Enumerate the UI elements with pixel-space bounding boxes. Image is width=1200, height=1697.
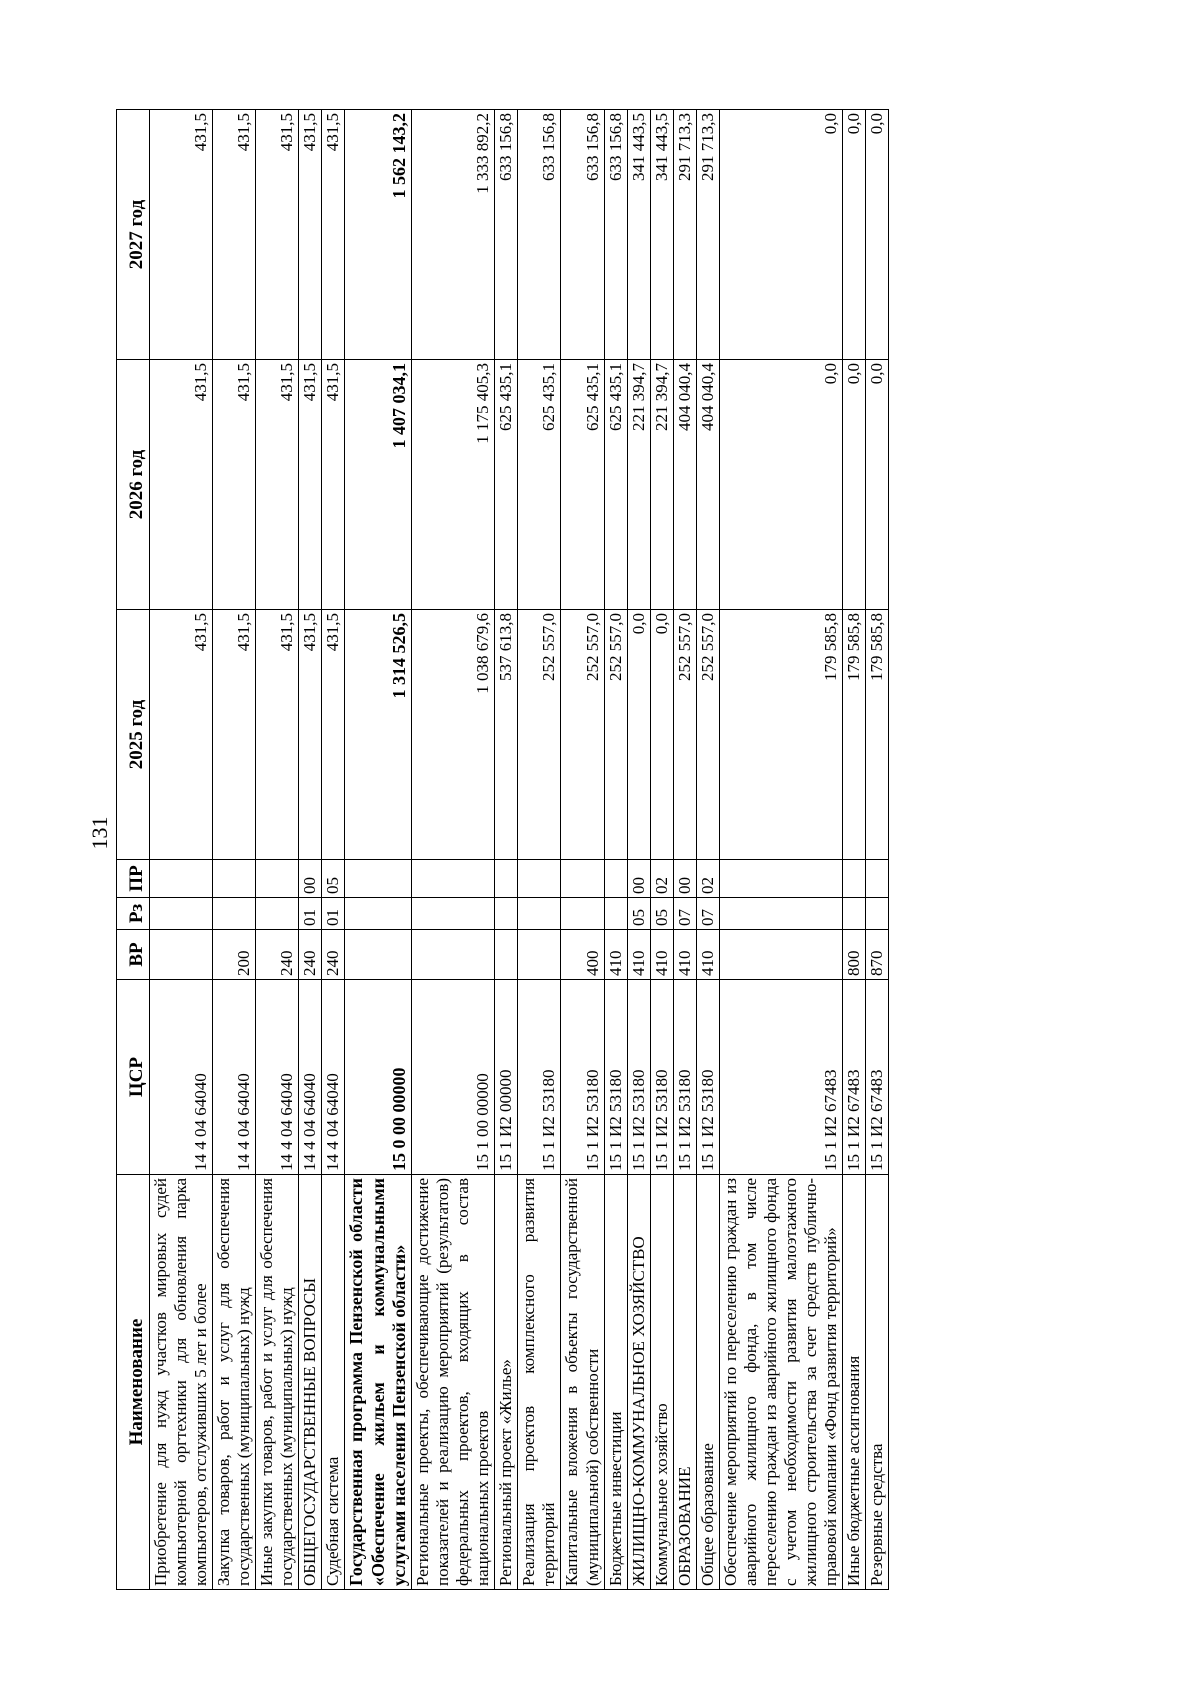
cell-2025: 252 557,0	[604, 610, 627, 860]
header-vr: ВР	[117, 930, 150, 980]
cell-vr	[345, 930, 412, 980]
cell-pr	[518, 860, 561, 898]
cell-2026: 0,0	[866, 360, 889, 610]
cell-name: Региональный проект «Жилье»	[495, 1175, 518, 1590]
cell-name: Государственная программа Пензенской области «Обеспечение жильем и коммунальными услугами населения Пензенской области»	[345, 1175, 412, 1590]
cell-rz	[412, 898, 495, 930]
cell-vr: 410	[696, 930, 719, 980]
cell-2025: 179 585,8	[719, 610, 842, 860]
cell-2026: 0,0	[843, 360, 866, 610]
cell-2026: 0,0	[719, 360, 842, 610]
cell-pr: 00	[627, 860, 650, 898]
cell-rz	[518, 898, 561, 930]
header-pr: ПР	[117, 860, 150, 898]
cell-rz	[561, 898, 604, 930]
cell-vr: 870	[866, 930, 889, 980]
header-2025: 2025 год	[117, 610, 150, 860]
header-name: Наименование	[117, 1175, 150, 1590]
cell-2027: 431,5	[322, 110, 345, 360]
cell-rz	[213, 898, 256, 930]
cell-name: ЖИЛИЩНО-КОММУНАЛЬНОЕ ХОЗЯЙСТВО	[627, 1175, 650, 1590]
cell-2025: 1 314 526,5	[345, 610, 412, 860]
cell-2027: 1 562 143,2	[345, 110, 412, 360]
cell-2026: 431,5	[299, 360, 322, 610]
cell-csr: 15 1 И2 67483	[866, 980, 889, 1175]
cell-pr	[412, 860, 495, 898]
cell-name: Общее образование	[696, 1175, 719, 1590]
table-row	[495, 110, 518, 1590]
cell-csr: 15 1 И2 53180	[673, 980, 696, 1175]
cell-csr: 15 1 00 00000	[412, 980, 495, 1175]
cell-rz: 05	[650, 898, 673, 930]
header-rz: Рз	[117, 898, 150, 930]
cell-2025: 252 557,0	[696, 610, 719, 860]
cell-2026: 1 175 405,3	[412, 360, 495, 610]
cell-rz: 05	[627, 898, 650, 930]
cell-csr: 15 1 И2 00000	[495, 980, 518, 1175]
cell-vr: 240	[256, 930, 299, 980]
cell-pr	[866, 860, 889, 898]
table-row	[650, 110, 673, 1590]
header-csr: ЦСР	[117, 980, 150, 1175]
cell-vr: 240	[322, 930, 345, 980]
cell-csr: 15 1 И2 53180	[696, 980, 719, 1175]
cell-2027: 0,0	[843, 110, 866, 360]
cell-vr: 800	[843, 930, 866, 980]
table-row	[604, 110, 627, 1590]
cell-2026: 625 435,1	[604, 360, 627, 610]
cell-name: Резервные средства	[866, 1175, 889, 1590]
table-row	[412, 110, 495, 1590]
table-row	[719, 110, 842, 1590]
cell-2027: 341 443,5	[627, 110, 650, 360]
cell-2025: 252 557,0	[518, 610, 561, 860]
cell-name: Обеспечение мероприятий по переселению граждан из аварийного жилищного фонда, в том числе переселению граждан из аварийного жилищного фонда с учетом необходимости развития малоэтажного жилищного строительства за счет средств публично-правовой компании «Фонд развития территорий»	[719, 1175, 842, 1590]
cell-2027: 0,0	[719, 110, 842, 360]
cell-csr: 15 1 И2 53180	[650, 980, 673, 1175]
cell-name: Коммунальное хозяйство	[650, 1175, 673, 1590]
table-row	[213, 110, 256, 1590]
cell-pr	[719, 860, 842, 898]
cell-pr: 00	[299, 860, 322, 898]
cell-pr	[495, 860, 518, 898]
cell-2026: 431,5	[322, 360, 345, 610]
cell-2026: 1 407 034,1	[345, 360, 412, 610]
rotated-table-container	[116, 110, 1056, 1590]
cell-2027: 0,0	[866, 110, 889, 360]
cell-2027: 431,5	[256, 110, 299, 360]
cell-2025: 179 585,8	[866, 610, 889, 860]
cell-vr: 200	[213, 930, 256, 980]
cell-2027: 431,5	[150, 110, 213, 360]
cell-2025: 537 613,8	[495, 610, 518, 860]
cell-2025: 179 585,8	[843, 610, 866, 860]
cell-rz: 07	[696, 898, 719, 930]
table-row	[696, 110, 719, 1590]
cell-vr	[518, 930, 561, 980]
cell-name: Реализация проектов комплексного развития территорий	[518, 1175, 561, 1590]
cell-name: Капитальные вложения в объекты государственной (муниципальной) собственности	[561, 1175, 604, 1590]
cell-rz	[150, 898, 213, 930]
cell-pr: 02	[696, 860, 719, 898]
cell-rz	[719, 898, 842, 930]
cell-2025: 0,0	[650, 610, 673, 860]
table-row	[345, 110, 412, 1590]
cell-vr: 400	[561, 930, 604, 980]
cell-2027: 431,5	[299, 110, 322, 360]
cell-name: Иные закупки товаров, работ и услуг для обеспечения государственных (муниципальных) нужд	[256, 1175, 299, 1590]
table-row	[322, 110, 345, 1590]
cell-vr: 240	[299, 930, 322, 980]
cell-name: Закупка товаров, работ и услуг для обеспечения государственных (муниципальных) нужд	[213, 1175, 256, 1590]
cell-pr	[604, 860, 627, 898]
table-row	[843, 110, 866, 1590]
cell-name: Региональные проекты, обеспечивающие достижение показателей и реализацию мероприятий (результатов) федеральных проектов, входящих в состав национальных проектов	[412, 1175, 495, 1590]
cell-pr: 05	[322, 860, 345, 898]
cell-vr: 410	[627, 930, 650, 980]
cell-pr: 02	[650, 860, 673, 898]
table-body	[150, 110, 889, 1590]
cell-2026: 431,5	[213, 360, 256, 610]
cell-pr	[150, 860, 213, 898]
cell-vr	[495, 930, 518, 980]
cell-vr	[150, 930, 213, 980]
cell-csr: 14 4 04 64040	[213, 980, 256, 1175]
cell-2025: 431,5	[299, 610, 322, 860]
cell-2026: 404 040,4	[673, 360, 696, 610]
cell-vr	[719, 930, 842, 980]
table-row	[256, 110, 299, 1590]
cell-vr: 410	[604, 930, 627, 980]
cell-name: ОБРАЗОВАНИЕ	[673, 1175, 696, 1590]
cell-2026: 221 394,7	[627, 360, 650, 610]
cell-2026: 431,5	[150, 360, 213, 610]
cell-2026: 625 435,1	[495, 360, 518, 610]
cell-2026: 404 040,4	[696, 360, 719, 610]
cell-2027: 431,5	[213, 110, 256, 360]
cell-pr	[256, 860, 299, 898]
header-2027: 2027 год	[117, 110, 150, 360]
cell-2027: 291 713,3	[696, 110, 719, 360]
cell-2027: 633 156,8	[495, 110, 518, 360]
cell-2027: 1 333 892,2	[412, 110, 495, 360]
table-header-row	[117, 110, 150, 1590]
table-row	[150, 110, 213, 1590]
cell-rz	[256, 898, 299, 930]
budget-table	[116, 109, 889, 1590]
cell-rz: 01	[322, 898, 345, 930]
cell-2027: 633 156,8	[604, 110, 627, 360]
cell-rz	[866, 898, 889, 930]
cell-csr: 15 1 И2 53180	[518, 980, 561, 1175]
table-row	[866, 110, 889, 1590]
cell-name: Иные бюджетные ассигнования	[843, 1175, 866, 1590]
cell-csr: 14 4 04 64040	[322, 980, 345, 1175]
cell-name: Приобретение для нужд участков мировых судей компьютерной оргтехники для обновления парка компьютеров, отслуживших 5 лет и более	[150, 1175, 213, 1590]
cell-2026: 431,5	[256, 360, 299, 610]
cell-rz	[604, 898, 627, 930]
cell-csr: 15 1 И2 53180	[561, 980, 604, 1175]
cell-2027: 633 156,8	[518, 110, 561, 360]
cell-2025: 252 557,0	[561, 610, 604, 860]
cell-2027: 291 713,3	[673, 110, 696, 360]
cell-vr	[412, 930, 495, 980]
cell-2025: 431,5	[213, 610, 256, 860]
cell-2025: 252 557,0	[673, 610, 696, 860]
cell-name: Судебная система	[322, 1175, 345, 1590]
cell-pr	[345, 860, 412, 898]
table-row	[673, 110, 696, 1590]
cell-2027: 633 156,8	[561, 110, 604, 360]
table-row	[518, 110, 561, 1590]
cell-2025: 1 038 679,6	[412, 610, 495, 860]
cell-pr	[561, 860, 604, 898]
cell-csr: 14 4 04 64040	[299, 980, 322, 1175]
cell-rz: 01	[299, 898, 322, 930]
cell-vr: 410	[673, 930, 696, 980]
cell-2025: 431,5	[322, 610, 345, 860]
cell-2025: 431,5	[256, 610, 299, 860]
cell-2026: 221 394,7	[650, 360, 673, 610]
cell-pr: 00	[673, 860, 696, 898]
table-row	[627, 110, 650, 1590]
cell-csr: 15 1 И2 67483	[719, 980, 842, 1175]
cell-2025: 0,0	[627, 610, 650, 860]
cell-csr: 15 1 И2 53180	[627, 980, 650, 1175]
cell-csr: 14 4 04 64040	[150, 980, 213, 1175]
cell-rz	[345, 898, 412, 930]
cell-2025: 431,5	[150, 610, 213, 860]
cell-name: ОБЩЕГОСУДАРСТВЕННЫЕ ВОПРОСЫ	[299, 1175, 322, 1590]
cell-2027: 341 443,5	[650, 110, 673, 360]
cell-csr: 15 1 И2 53180	[604, 980, 627, 1175]
cell-pr	[843, 860, 866, 898]
cell-csr: 15 1 И2 67483	[843, 980, 866, 1175]
table-row	[299, 110, 322, 1590]
page-number: 131	[87, 816, 112, 850]
cell-rz	[495, 898, 518, 930]
cell-2026: 625 435,1	[561, 360, 604, 610]
header-2026: 2026 год	[117, 360, 150, 610]
cell-vr: 410	[650, 930, 673, 980]
cell-pr	[213, 860, 256, 898]
cell-csr: 14 4 04 64040	[256, 980, 299, 1175]
cell-rz	[843, 898, 866, 930]
cell-name: Бюджетные инвестиции	[604, 1175, 627, 1590]
table-row	[561, 110, 604, 1590]
cell-2026: 625 435,1	[518, 360, 561, 610]
cell-rz: 07	[673, 898, 696, 930]
cell-csr: 15 0 00 00000	[345, 980, 412, 1175]
